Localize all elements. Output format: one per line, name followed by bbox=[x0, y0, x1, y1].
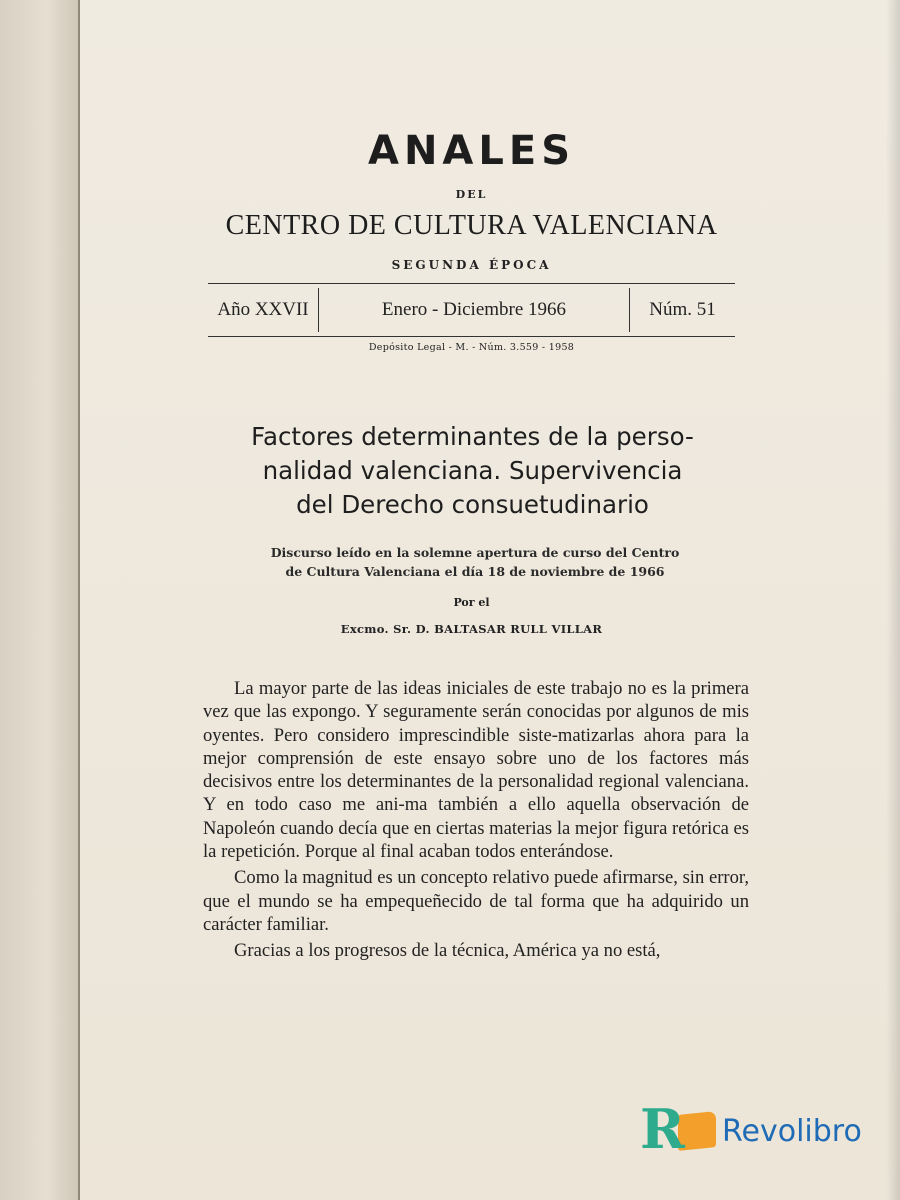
facing-page-edge bbox=[0, 0, 80, 1200]
body-paragraph: Gracias a los progresos de la técnica, América ya no está, bbox=[234, 940, 661, 962]
page-shadow bbox=[886, 0, 900, 1200]
article-title-line: nalidad valenciana. Supervivencia bbox=[262, 456, 683, 485]
issue-period: Enero - Diciembre 1966 bbox=[319, 288, 630, 332]
issue-info-row bbox=[208, 283, 735, 337]
body-paragraph: Como la magnitud es un concepto relativo puede afirmarse, sin error, que el mundo se ha empequeñecido de tal forma que ha adquirido un carácter familiar. bbox=[203, 867, 749, 935]
article-subtitle-line: de Cultura Valenciana el día 18 de noviembre de 1966 bbox=[285, 564, 665, 579]
article-title-line: Factores determinantes de la perso- bbox=[251, 422, 694, 451]
article-title bbox=[200, 420, 745, 522]
body-paragraph: La mayor parte de las ideas iniciales de este trabajo no es la primera vez que las expongo. Y seguramente serán conocidas por algunos de mis oyentes. Pero considero imprescindible siste-matizarlas ahora para la mejor comprensión de este ensayo sobre uno de los factores más decisivos entre los determinantes de la personalidad regional valenciana. Y en todo caso me ani-ma también a ello aquella observación de Napoleón cuando decía que en ciertas materias la mejor figura retórica es la repetición. Porque al final acaban todos enterándose. bbox=[203, 678, 749, 863]
issue-number: Núm. 51 bbox=[649, 299, 716, 320]
article-title-line: del Derecho consuetudinario bbox=[296, 490, 649, 519]
journal-series: SEGUNDA ÉPOCA bbox=[391, 258, 552, 272]
article-subtitle-line: Discurso leído en la solemne apertura de curso del Centro bbox=[270, 545, 680, 560]
legal-deposit: Depósito Legal - M. - Núm. 3.559 - 1958 bbox=[368, 342, 575, 353]
brand-name: Revolibro bbox=[722, 1113, 862, 1149]
issue-year: Año XXVII bbox=[208, 288, 319, 332]
article-author: Excmo. Sr. D. BALTASAR RULL VILLAR bbox=[340, 622, 603, 636]
journal-name: CENTRO DE CULTURA VALENCIANA bbox=[225, 210, 718, 241]
article-by: Por el bbox=[453, 596, 490, 609]
book-icon bbox=[640, 1097, 718, 1161]
revolibro-watermark bbox=[640, 1097, 862, 1161]
article-subtitle bbox=[240, 543, 710, 581]
journal-del: DEL bbox=[455, 188, 488, 201]
journal-title: ANALES bbox=[367, 128, 575, 174]
article-body bbox=[203, 677, 749, 966]
logo-letter: R bbox=[640, 1097, 685, 1161]
